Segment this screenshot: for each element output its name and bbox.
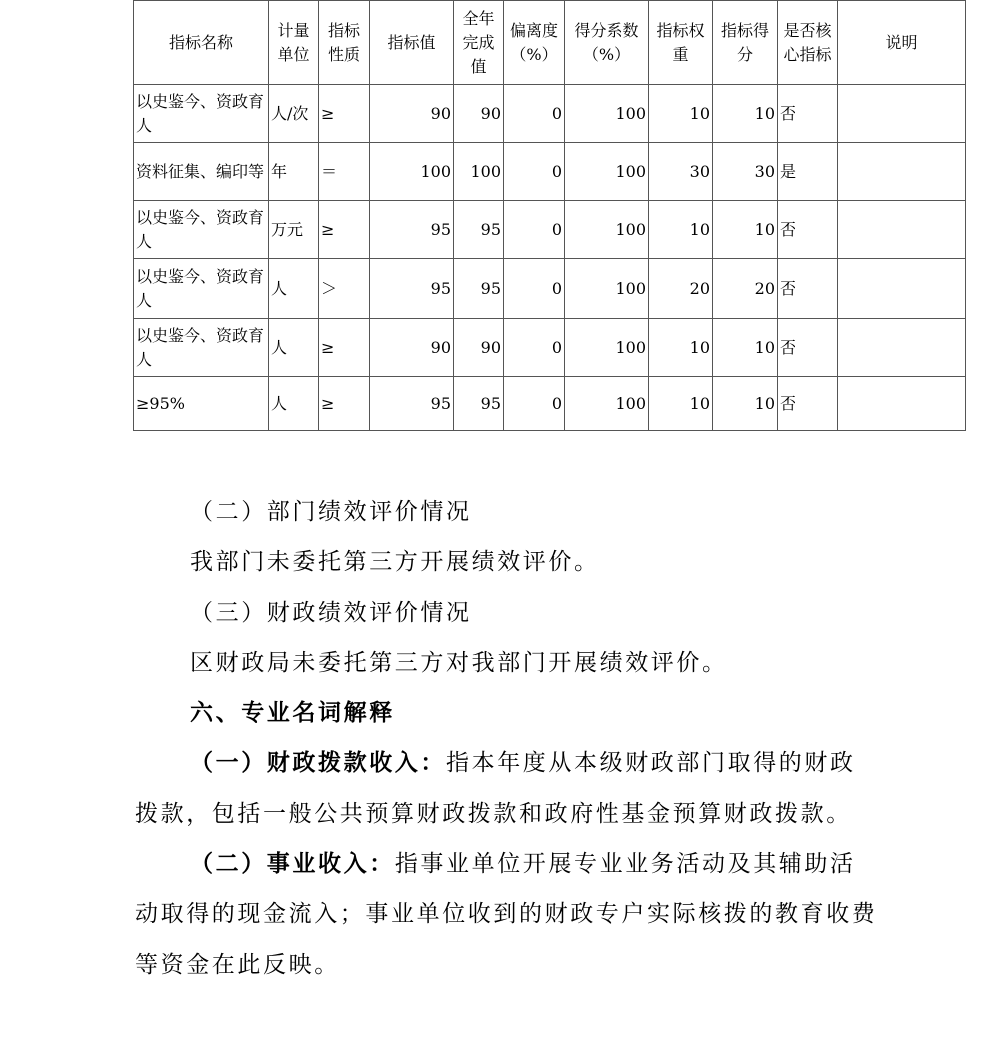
header-score: 指标得分 xyxy=(713,1,778,85)
cell-unit: 人 xyxy=(269,259,319,319)
cell-coef: 100 xyxy=(565,143,649,201)
header-actual: 全年完成值 xyxy=(454,1,504,85)
cell-weight: 10 xyxy=(649,377,713,431)
header-target: 指标值 xyxy=(370,1,454,85)
cell-dev: 0 xyxy=(504,319,565,377)
cell-target: 95 xyxy=(370,201,454,259)
cell-core: 否 xyxy=(778,201,838,259)
cell-actual: 100 xyxy=(454,143,504,201)
header-note: 说明 xyxy=(838,1,966,85)
term-text: 指事业单位开展专业业务活动及其辅助活动取得的现金流入；事业单位收到的财政专户实际核拨的教育收费等资金在此反映。 xyxy=(135,851,878,978)
cell-actual: 95 xyxy=(454,377,504,431)
cell-actual: 95 xyxy=(454,201,504,259)
document-body xyxy=(135,487,880,990)
cell-score: 10 xyxy=(713,85,778,143)
cell-dev: 0 xyxy=(504,201,565,259)
cell-weight: 10 xyxy=(649,201,713,259)
cell-nature: ≥ xyxy=(319,377,370,431)
term-label: （一）财政拨款收入： xyxy=(190,749,446,777)
cell-core: 否 xyxy=(778,377,838,431)
cell-note xyxy=(838,85,966,143)
cell-unit: 人/次 xyxy=(269,85,319,143)
cell-note xyxy=(838,259,966,319)
table-row xyxy=(134,319,966,377)
cell-actual: 90 xyxy=(454,85,504,143)
cell-dev: 0 xyxy=(504,85,565,143)
cell-core: 否 xyxy=(778,319,838,377)
cell-name: 资料征集、编印等 xyxy=(134,143,269,201)
cell-actual: 90 xyxy=(454,319,504,377)
table-row xyxy=(134,259,966,319)
cell-weight: 10 xyxy=(649,319,713,377)
table-header-row xyxy=(134,1,966,85)
cell-weight: 10 xyxy=(649,85,713,143)
cell-score: 20 xyxy=(713,259,778,319)
cell-unit: 人 xyxy=(269,377,319,431)
cell-name: ≥95% xyxy=(134,377,269,431)
cell-target: 90 xyxy=(370,85,454,143)
cell-name: 以史鉴今、资政育人 xyxy=(134,85,269,143)
header-core: 是否核心指标 xyxy=(778,1,838,85)
term-label: （二）事业收入： xyxy=(190,850,395,878)
cell-name: 以史鉴今、资政育人 xyxy=(134,201,269,259)
section-heading-fin-eval: （三）财政绩效评价情况 xyxy=(190,599,472,626)
cell-unit: 万元 xyxy=(269,201,319,259)
cell-score: 10 xyxy=(713,377,778,431)
paragraph-fin-eval: 区财政局未委托第三方对我部门开展绩效评价。 xyxy=(190,649,728,676)
section-heading-terms xyxy=(135,688,880,738)
term-text: 指本年度从本级财政部门取得的财政拨款，包括一般公共预算财政拨款和政府性基金预算财政拨款。 xyxy=(135,750,856,827)
cell-dev: 0 xyxy=(504,143,565,201)
cell-core: 否 xyxy=(778,85,838,143)
table-row xyxy=(134,143,966,201)
cell-note xyxy=(838,143,966,201)
cell-note xyxy=(838,201,966,259)
terms-heading-text: 六、专业名词解释 xyxy=(190,699,395,727)
cell-weight: 30 xyxy=(649,143,713,201)
cell-core: 是 xyxy=(778,143,838,201)
section-heading-dept-eval: （二）部门绩效评价情况 xyxy=(190,499,472,525)
term-business-income xyxy=(135,839,880,990)
cell-score: 10 xyxy=(713,319,778,377)
cell-coef: 100 xyxy=(565,85,649,143)
header-weight: 指标权重 xyxy=(649,1,713,85)
header-deviation: 偏离度（%） xyxy=(504,1,565,85)
table-row xyxy=(134,85,966,143)
cell-coef: 100 xyxy=(565,377,649,431)
cell-coef: 100 xyxy=(565,259,649,319)
cell-nature: ≥ xyxy=(319,201,370,259)
cell-nature: ＞ xyxy=(319,259,370,319)
table-row xyxy=(134,377,966,431)
cell-nature: ≥ xyxy=(319,319,370,377)
cell-nature: ≥ xyxy=(319,85,370,143)
paragraph-dept-eval: 我部门未委托第三方开展绩效评价。 xyxy=(190,549,600,576)
cell-nature: ＝ xyxy=(319,143,370,201)
cell-note xyxy=(838,377,966,431)
term-fiscal-appropriation xyxy=(135,738,880,839)
header-unit: 计量单位 xyxy=(269,1,319,85)
cell-score: 10 xyxy=(713,201,778,259)
cell-name: 以史鉴今、资政育人 xyxy=(134,319,269,377)
cell-dev: 0 xyxy=(504,377,565,431)
cell-actual: 95 xyxy=(454,259,504,319)
performance-indicator-table xyxy=(133,0,966,431)
cell-target: 90 xyxy=(370,319,454,377)
header-indicator-name: 指标名称 xyxy=(134,1,269,85)
cell-weight: 20 xyxy=(649,259,713,319)
cell-core: 否 xyxy=(778,259,838,319)
cell-dev: 0 xyxy=(504,259,565,319)
cell-target: 95 xyxy=(370,259,454,319)
cell-target: 100 xyxy=(370,143,454,201)
cell-unit: 年 xyxy=(269,143,319,201)
header-coefficient: 得分系数（%） xyxy=(565,1,649,85)
cell-name: 以史鉴今、资政育人 xyxy=(134,259,269,319)
cell-coef: 100 xyxy=(565,319,649,377)
cell-target: 95 xyxy=(370,377,454,431)
cell-note xyxy=(838,319,966,377)
cell-unit: 人 xyxy=(269,319,319,377)
header-nature: 指标性质 xyxy=(319,1,370,85)
table-row xyxy=(134,201,966,259)
cell-score: 30 xyxy=(713,143,778,201)
cell-coef: 100 xyxy=(565,201,649,259)
